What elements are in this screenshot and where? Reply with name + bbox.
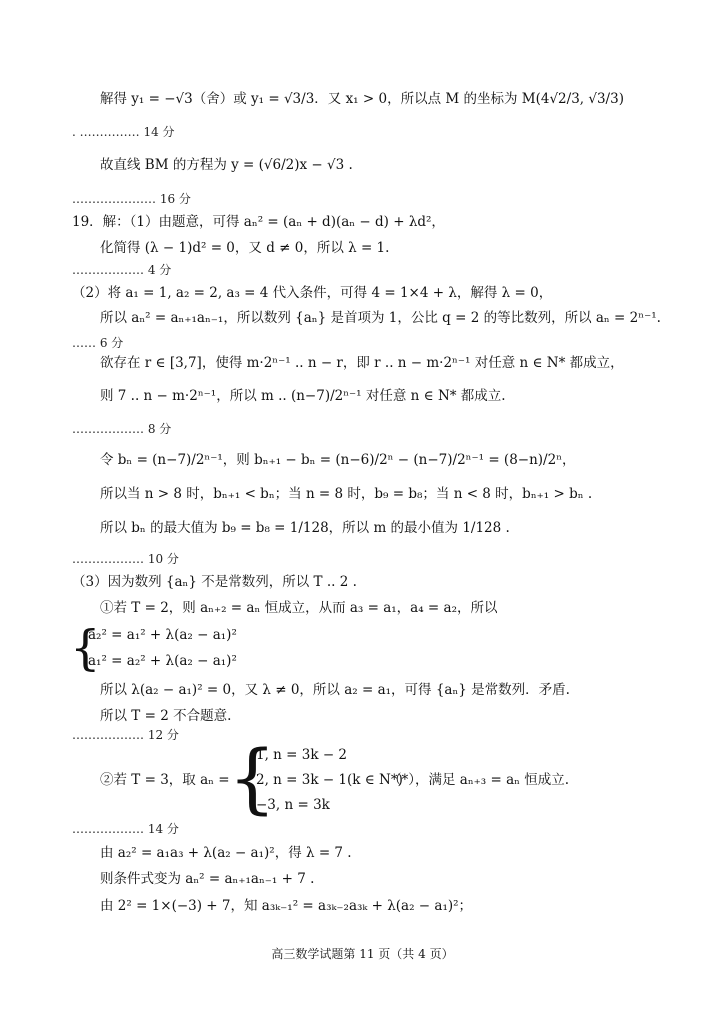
- solution-line: ①若 T = 2，则 aₙ₊₂ = aₙ 恒成立，从而 a₃ = a₁，a₄ = a₂，所以: [100, 600, 498, 616]
- score-marker: ……………… 8 分: [72, 422, 172, 436]
- score-marker: . …………… 14 分: [72, 125, 175, 139]
- solution-line: 令 bₙ = (n−7)/2ⁿ⁻¹，则 bₙ₊₁ − bₙ = (n−6)/2ⁿ − (n−7)/2ⁿ⁻¹ = (8−n)/2ⁿ，: [100, 452, 576, 468]
- page-footer: 高三数学试题第 11 页（共 4 页）: [271, 947, 454, 961]
- solution-line: （2）将 a₁ = 1, a₂ = 2, a₃ = 4 代入条件，可得 4 = 1×4 + λ，解得 λ = 0，: [72, 285, 553, 301]
- solution-line: 则 7 .. n − m·2ⁿ⁻¹，所以 m .. (n−7)/2ⁿ⁻¹ 对任意 n ∈ N* 都成立.: [100, 388, 506, 404]
- solution-line: 所以 aₙ² = aₙ₊₁aₙ₋₁，所以数列 {aₙ} 是首项为 1，公比 q = 2 的等比数列，所以 aₙ = 2ⁿ⁻¹.: [100, 310, 661, 326]
- piecewise-brace: {: [228, 733, 277, 822]
- solution-line: 所以 λ(a₂ − a₁)² = 0，又 λ ≠ 0，所以 a₂ = a₁，可得 {aₙ} 是常数列．矛盾.: [100, 682, 570, 698]
- solution-line: 所以当 n > 8 时，bₙ₊₁ < bₙ；当 n = 8 时，b₉ = b₈；当 n < 8 时，bₙ₊₁ > bₙ .: [100, 486, 593, 502]
- solution-line: 所以 bₙ 的最大值为 b₉ = b₈ = 1/128，所以 m 的最小值为 1/128 .: [100, 520, 510, 536]
- equation-line: a₂² = a₁² + λ(a₂ − a₁)²: [88, 627, 237, 643]
- piecewise-case: 1, n = 3k − 2: [256, 747, 348, 763]
- solution-line: 由 a₂² = a₁a₃ + λ(a₂ − a₁)²，得 λ = 7 .: [100, 845, 352, 861]
- score-marker: ……………… 12 分: [72, 728, 179, 742]
- score-marker: ……………… 10 分: [72, 552, 179, 566]
- score-marker: …… 6 分: [72, 336, 124, 350]
- solution-line: 19．解：（1）由题意，可得 aₙ² = (aₙ + d)(aₙ − d) + λd²，: [72, 214, 445, 230]
- solution-line: 所以 T = 2 不合题意.: [100, 708, 232, 724]
- solution-line: 化简得 (λ − 1)d² = 0，又 d ≠ 0，所以 λ = 1.: [100, 240, 390, 256]
- solution-line: 解得 y₁ = −√3（舍）或 y₁ = √3/3．又 x₁ > 0，所以点 M 的坐标为 M(4√2/3, √3/3): [100, 91, 624, 107]
- piecewise-case: 2, n = 3k − 1(k ∈ N*): [256, 772, 403, 788]
- score-marker: ………………… 16 分: [72, 192, 191, 206]
- score-marker: ……………… 14 分: [72, 822, 179, 836]
- solution-line: 故直线 BM 的方程为 y = (√6/2)x − √3 .: [100, 157, 353, 173]
- solution-line: （3）因为数列 {aₙ} 不是常数列，所以 T .. 2 .: [72, 574, 357, 590]
- system-brace: {: [70, 620, 101, 676]
- solution-line: ②若 T = 3，取 aₙ =: [100, 772, 230, 788]
- solution-line: 由 2² = 1×(−3) + 7，知 a₃ₖ₋₁² = a₃ₖ₋₂a₃ₖ + λ(a₂ − a₁)²；: [100, 898, 473, 914]
- equation-line: a₁² = a₂² + λ(a₂ − a₁)²: [88, 653, 237, 669]
- solution-line: 则条件式变为 aₙ² = aₙ₊₁aₙ₋₁ + 7 .: [100, 871, 315, 887]
- piecewise-case: −3, n = 3k: [256, 797, 330, 813]
- solution-line: （*），满足 aₙ₊₃ = aₙ 恒成立.: [388, 772, 570, 788]
- solution-line: 欲存在 r ∈ [3,7]，使得 m·2ⁿ⁻¹ .. n − r，即 r .. n − m·2ⁿ⁻¹ 对任意 n ∈ N* 都成立，: [100, 355, 624, 371]
- score-marker: ……………… 4 分: [72, 263, 172, 277]
